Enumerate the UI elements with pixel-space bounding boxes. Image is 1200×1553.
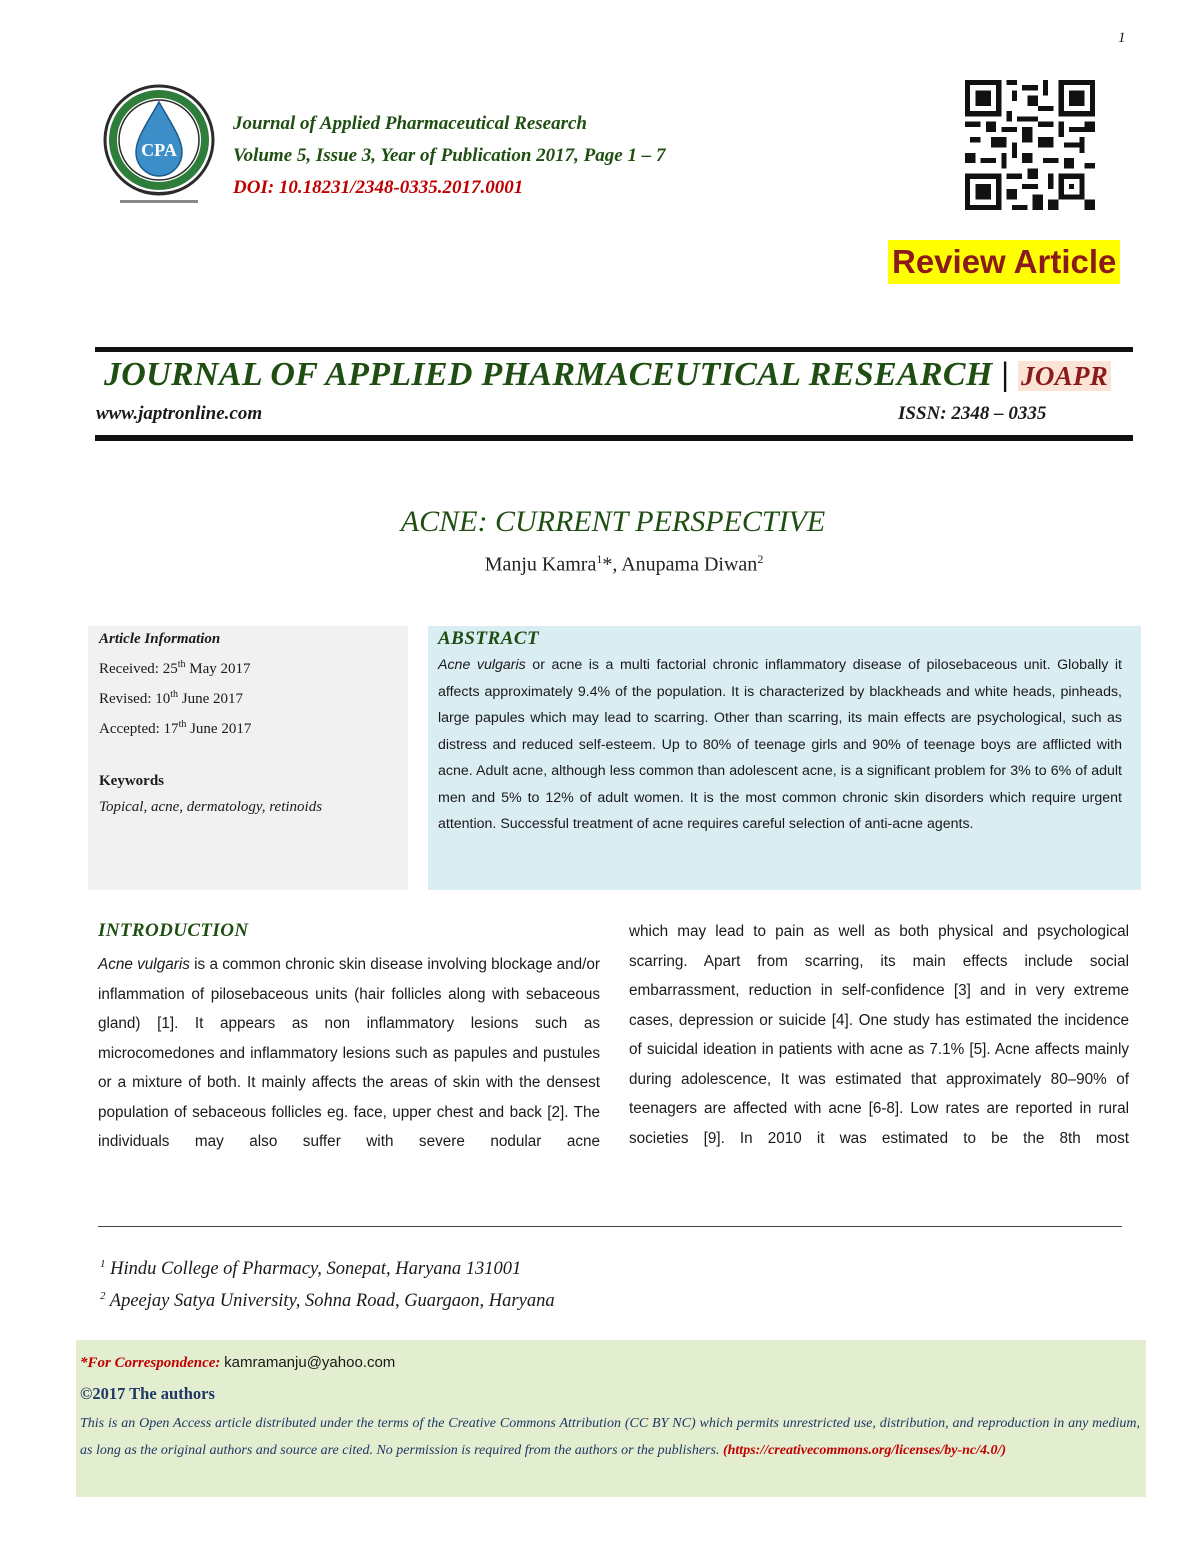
keywords: Topical, acne, dermatology, retinoids [99, 799, 323, 815]
introduction-column-1 [98, 950, 600, 1157]
author-1-affiliation: 1 [596, 552, 603, 566]
license-link[interactable]: (https://creativecommons.org/licenses/by-nc/4.0/) [722, 1443, 1007, 1458]
corresponding-mark: *, [602, 553, 622, 576]
license-body: This is an Open Access article distributed under the terms of the Creative Commons Attribution (CC BY NC) which permits unrestricted use, distribution, and reproduction in any medium, as long as the original authors and source are cited. No permission is required from the authors or the publishers. [80, 1416, 1140, 1458]
correspondence-line [80, 1354, 395, 1372]
correspondence-email[interactable]: kamramanju@yahoo.com [224, 1354, 396, 1371]
introduction-heading: INTRODUCTION [98, 920, 249, 941]
abstract-lead: Acne vulgaris [438, 657, 526, 673]
article-info [99, 626, 322, 820]
masthead-top-rule [95, 347, 1133, 352]
affiliation-1: $^1$ Hindu College of Pharmacy, Sonepat, Haryana 131001 [100, 1258, 522, 1280]
accepted-date: Accepted: 17th June 2017 [99, 719, 252, 737]
abstract-body: or acne is a multi factorial chronic inflammatory disease of pilosebaceous unit. Globally it affects approximately 9.4% of the population. It is characterized by blackheads and white heads, pinheads, large papules which may lead to scarring. Other than scarring, its main effects are psychological, such as distress and reduced self-esteem. Up to 80% of teenage girls and 90% of teenage boys are afflicted with acne. Adult acne, although less common than adolescent acne, is a significant problem for 3% to 6% of adult men and 5% to 12% of adult women. It is the most common chronic skin disorders which require urgent attention. Successful treatment of acne requires careful selection of anti-acne agents. [438, 657, 1122, 832]
affiliation-2: $^2$ Apeejay Satya University, Sohna Road, Guargaon, Haryana [100, 1290, 555, 1312]
introduction-body-1: is a common chronic skin disease involving blockage and/or inflammation of pilosebaceous units (hair follicles along with sebaceous gland) [1]. It appears as non inflammatory lesions such as microcomedones and inflammatory lesions such as papules and pustules or a mixture of both. It mainly affects the areas of skin with the densest population of sebaceous follicles eg. face, upper chest and back [2]. The individuals may also suffer with severe nodular acne [98, 956, 601, 1150]
journal-header [233, 108, 665, 204]
masthead-bottom-rule [95, 435, 1133, 441]
introduction-lead: Acne vulgaris [98, 956, 190, 973]
article-title: ACNE: CURRENT PERSPECTIVE [400, 505, 826, 538]
author-2-affiliation: 2 [757, 552, 764, 566]
masthead-title [104, 356, 1111, 394]
volume-line: Volume 5, Issue 3, Year of Publication 2017, Page 1 – 7 [233, 145, 666, 166]
copyright-notice: ©2017 The authors [80, 1384, 215, 1403]
doi: DOI: 10.18231/2348-0335.2017.0001 [233, 177, 524, 198]
journal-logo [100, 82, 218, 208]
article-info-heading: Article Information [99, 631, 221, 647]
masthead-separator: | [1001, 356, 1010, 393]
revised-date: Revised: 10th June 2017 [99, 689, 244, 707]
footnote-rule [98, 1226, 1122, 1227]
qr-code [965, 80, 1095, 210]
author-line [0, 552, 1200, 577]
correspondence-label: *For Correspondence: [80, 1355, 221, 1371]
page-number: 1 [1118, 30, 1126, 46]
author-1: Manju Kamra [484, 553, 597, 576]
issn: ISSN: 2348 – 0335 [898, 403, 1047, 424]
journal-name: Journal of Applied Pharmaceutical Research [233, 113, 587, 134]
article-type-badge: Review Article [888, 240, 1120, 284]
website-link[interactable]: www.japtronline.com [96, 403, 263, 424]
masthead-abbreviation: JOAPR [1018, 361, 1111, 391]
received-date: Received: 25th May 2017 [99, 659, 251, 677]
author-2: Anupama Diwan [621, 553, 758, 576]
introduction-column-2: which may lead to pain as well as both physical and psychological scarring. Apart from scarring, its main effects include social embarrassment, reduction in self-confidence [3] and in very extreme cases, depression or suicide [4]. One study has estimated the incidence of suicidal ideation in patients with acne as 7.1% [5]. Acne affects mainly during adolescence, It was estimated that approximately 80–90% of teenagers are affected with acne [6-8]. Low rates are reported in rural societies [9]. In 2010 it was estimated to be the 8th most [629, 923, 1129, 1147]
license-text [80, 1410, 1140, 1464]
logo-letters: CPA [141, 140, 177, 160]
keywords-heading: Keywords [99, 773, 164, 789]
abstract-text [438, 652, 1122, 838]
masthead-journal-title: JOURNAL OF APPLIED PHARMACEUTICAL RESEARCH [104, 356, 993, 393]
abstract-heading: ABSTRACT [438, 628, 540, 649]
